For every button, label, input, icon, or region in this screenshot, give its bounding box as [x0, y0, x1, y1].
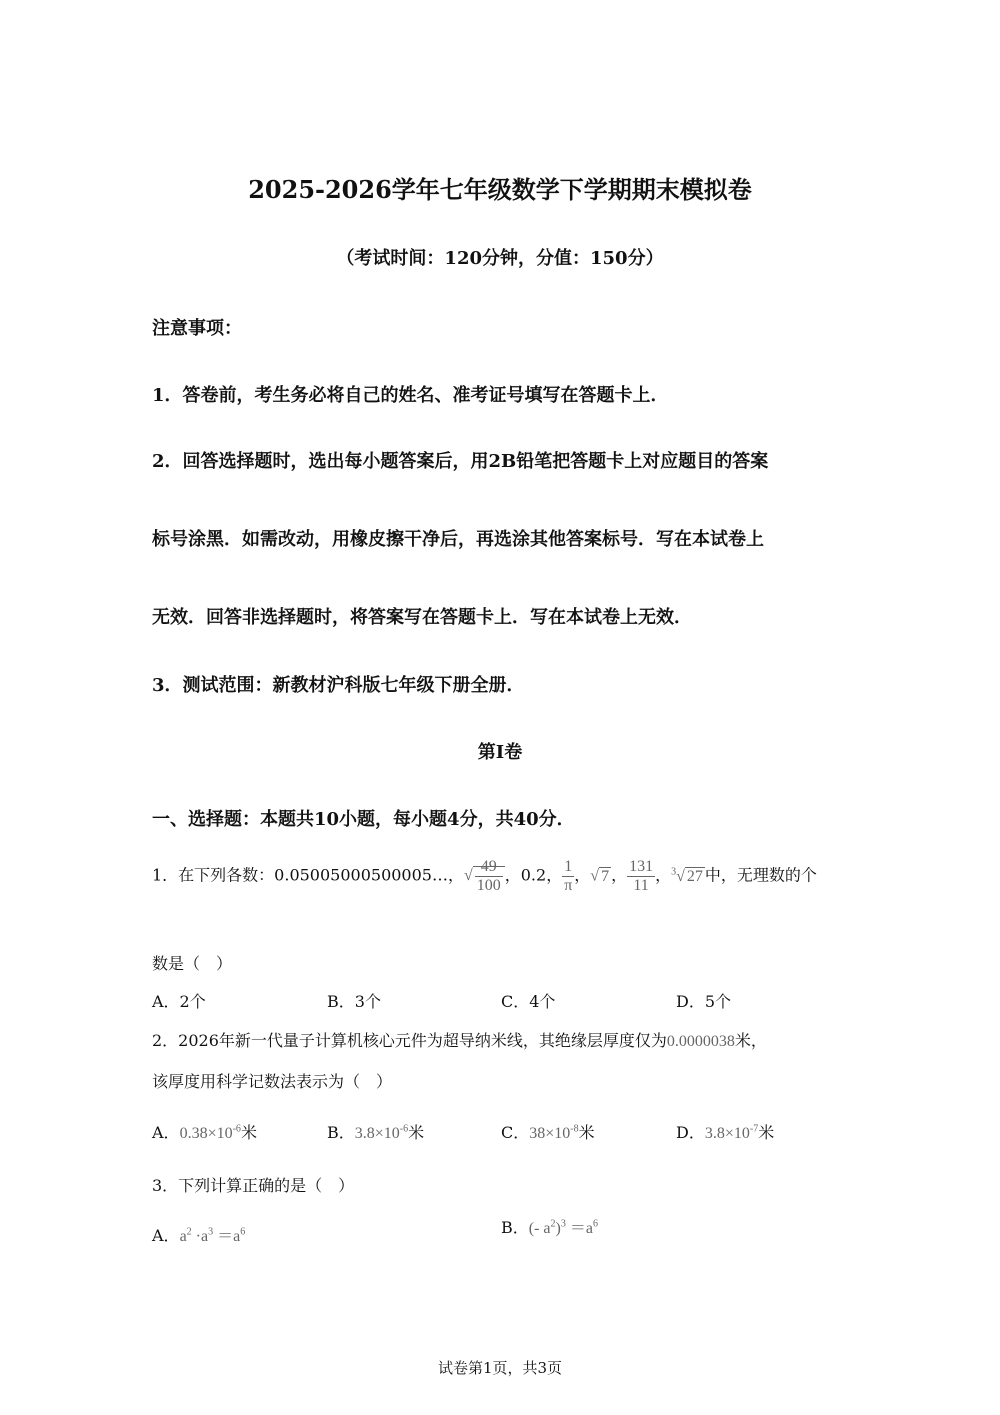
q2-option-d[interactable]: D．$3.8\times 10^{-7}$米	[676, 1123, 775, 1142]
q2-value: 0.0000038	[666, 1033, 735, 1050]
section-title: 一、选择题：本题共10小题，每小题4分，共40分．	[152, 809, 575, 830]
q1-option-a[interactable]: A．2个	[152, 992, 206, 1011]
q2-option-a[interactable]: A．$0.38\times 10^{-6}$米	[152, 1123, 257, 1142]
q1-prefix: 1．在下列各数：0.05005000500005…，	[152, 865, 464, 885]
page-footer: 试卷第1页，共3页	[437, 1359, 563, 1377]
q1-sqrt-7: √ 7	[590, 867, 610, 885]
notice-item-2-line-1: 2．回答选择题时，选出每小题答案后，用2B铅笔把答题卡上对应题目的答案	[152, 451, 769, 472]
q1-option-b[interactable]: B．3个	[327, 992, 381, 1011]
question-3-stem: 3．下列计算正确的是（ ）	[152, 1176, 355, 1195]
q1-option-d[interactable]: D．5个	[676, 992, 732, 1011]
q2-option-c[interactable]: C．$38\times 10^{-8}$米	[501, 1123, 595, 1142]
question-1-line-2: 数是（ ）	[152, 954, 233, 973]
q2-option-b[interactable]: B．$3.8\times 10^{-6}$米	[327, 1123, 425, 1142]
exam-title: 2025-2026学年七年级数学下学期期末模拟卷	[248, 175, 752, 204]
q1-sep2: ，	[574, 865, 591, 885]
notice-item-2-line-2: 标号涂黑．如需改动，用橡皮擦干净后，再选涂其他答案标号．写在本试卷上	[152, 529, 764, 550]
q1-sep4: ，	[655, 865, 672, 885]
q3-option-a[interactable]: A．$a^2 \cdot a^3 =a^6$	[152, 1226, 246, 1245]
notice-heading: 注意事项：	[152, 318, 242, 339]
question-2-line-2: 该厚度用科学记数法表示为（ ）	[152, 1072, 393, 1091]
q1-option-c[interactable]: C．4个	[501, 992, 556, 1011]
q1-fraction-1-over-pi: $\frac{1}{\pi}$	[564, 858, 573, 894]
q1-sqrt-den: 100	[476, 876, 501, 894]
q1-sep1: ，0.2，	[504, 865, 563, 885]
notice-item-1: 1．答卷前，考生务必将自己的姓名、准考证号填写在答题卡上．	[152, 385, 669, 406]
q1-fraction-131-over-11: $\frac{131}{11}$	[629, 858, 654, 894]
question-1-line-1	[152, 858, 817, 894]
exam-subtitle: （考试时间：120分钟，分值：150分）	[336, 248, 664, 269]
q1-suffix: 中，无理数的个	[704, 865, 817, 885]
notice-item-2-line-3: 无效．回答非选择题时，将答案写在答题卡上．写在本试卷上无效．	[152, 607, 692, 628]
part-title: 第Ⅰ卷	[477, 742, 523, 763]
notice-item-3: 3．测试范围：新教材沪科版七年级下册全册．	[152, 675, 525, 696]
q1-cube-root-27: $^3$√ 27	[671, 866, 703, 885]
q1-sep3: ，	[611, 865, 628, 885]
q1-sqrt-fraction: √ $\frac{49}{100}$	[464, 858, 505, 894]
question-2-line-1: 2．2026年新一代量子计算机核心元件为超导纳米线，其绝缘层厚度仅为0.0000038米，	[152, 1031, 767, 1050]
q3-option-b[interactable]: B．(- $a^2)^3 =a^6$	[501, 1218, 598, 1237]
q1-sqrt-num: 49	[475, 858, 503, 877]
